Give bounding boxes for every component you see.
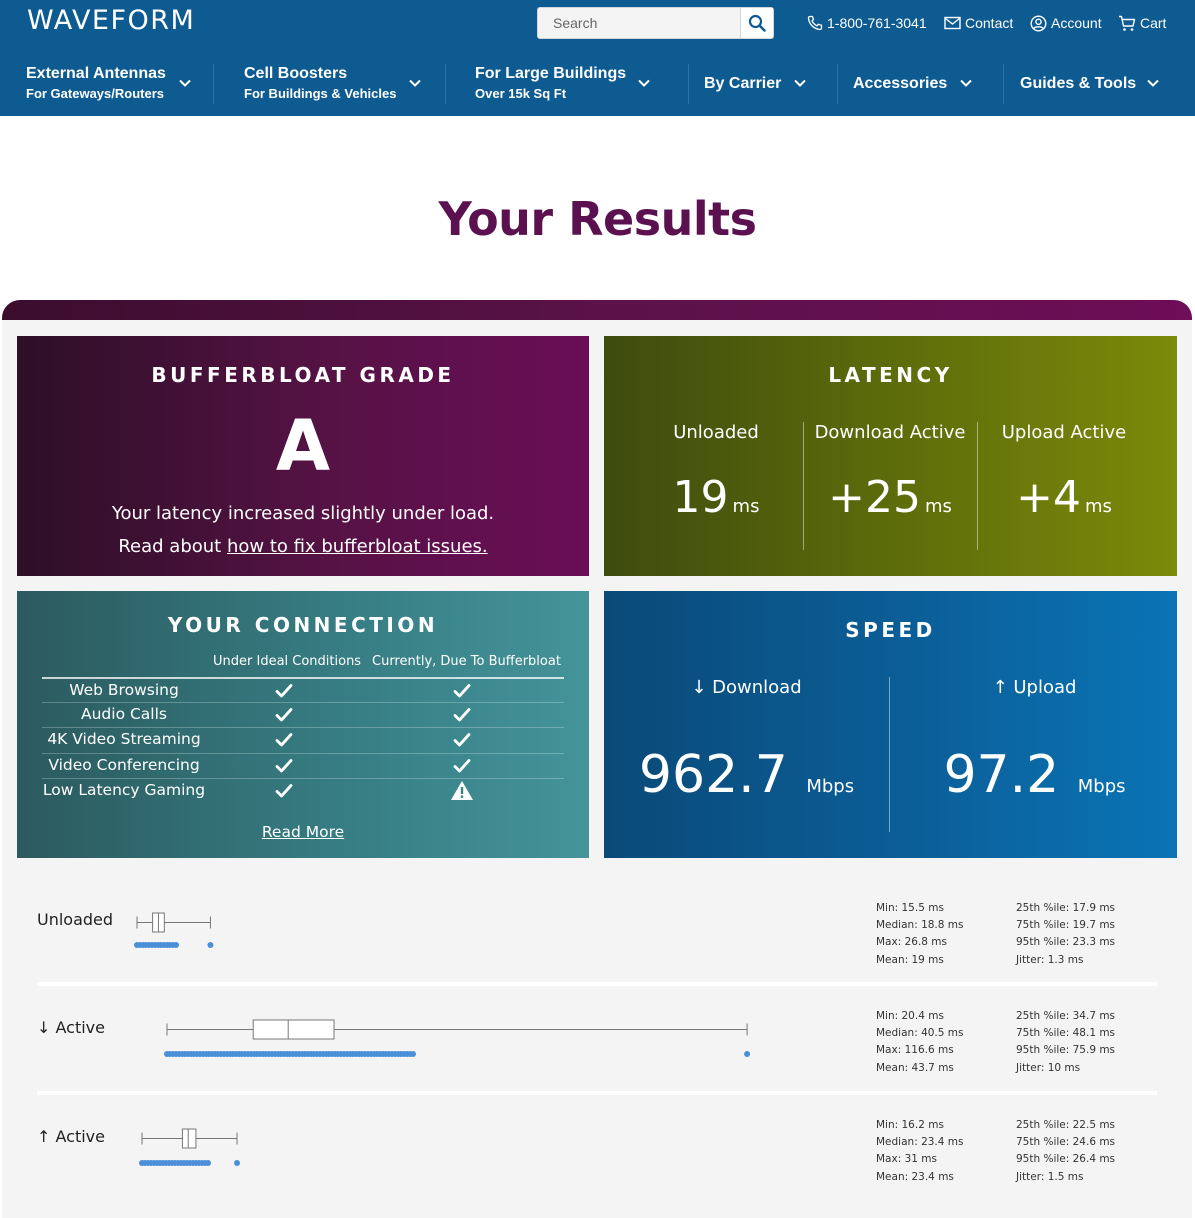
download-label: ↓ Download: [691, 677, 802, 698]
stat-p25: 25th %ile: 22.5 ms: [1016, 1119, 1116, 1131]
stat-p75: 75th %ile: 19.7 ms: [1016, 919, 1116, 932]
warning-icon: [450, 780, 474, 801]
chevron-down-icon: [408, 78, 422, 88]
sample-dot: [205, 1160, 211, 1166]
latency-value-block: [803, 472, 977, 523]
connection-heading: YOUR CONNECTION: [167, 613, 439, 637]
nav-divider: [445, 64, 446, 104]
read-more-link[interactable]: Read More: [261, 823, 345, 841]
chevron-down-icon: [793, 78, 807, 88]
search-icon: [748, 14, 766, 32]
boxplot-unloaded: [37, 898, 737, 958]
col-current-heading: Currently, Due To Bufferbloat: [372, 654, 561, 669]
sample-dot-max: [234, 1160, 240, 1166]
upload-value-block: [892, 745, 1177, 805]
grade-letter: A: [275, 405, 331, 487]
check-icon: [275, 783, 293, 799]
use-case-name: Low Latency Gaming: [42, 780, 206, 799]
upload-value: 97.2: [943, 745, 1060, 805]
latency-download-active: [803, 422, 977, 550]
download-unit: Mbps: [806, 776, 855, 797]
nav-subtitle: Over 15k Sq Ft: [475, 86, 567, 101]
nav-title: External Antennas: [26, 65, 166, 82]
latency-upload-active: [977, 422, 1151, 550]
iqr-box: [182, 1129, 195, 1148]
divider: [37, 1091, 1157, 1095]
table-row: [42, 727, 564, 752]
iqr-box: [253, 1020, 334, 1039]
nav-title: By Carrier: [704, 75, 782, 92]
nav-guides-tools[interactable]: [1020, 74, 1136, 118]
grade-message-block: [17, 497, 589, 563]
latency-label: Unloaded: [673, 422, 759, 443]
nav-divider: [213, 64, 214, 104]
latency-heading: LATENCY: [828, 363, 953, 387]
speed-divider: [889, 677, 890, 832]
latency-value: +25: [828, 472, 921, 523]
stat-median: Median: 40.5 ms: [876, 1027, 964, 1040]
nav-divider: [837, 64, 838, 104]
search-box: [537, 7, 774, 39]
use-case-name: Audio Calls: [81, 705, 167, 724]
chevron-down-icon: [637, 78, 651, 88]
stat-median: Median: 18.8 ms: [876, 919, 964, 932]
latency-value-block: [629, 472, 803, 523]
table-row: [42, 702, 564, 727]
stats-right: [1016, 1117, 1115, 1186]
table-row: [42, 753, 564, 778]
grade-read-line: [17, 530, 589, 563]
stat-median: Median: 23.4 ms: [876, 1136, 964, 1149]
stat-jitter: Jitter: 1.3 ms: [1016, 953, 1084, 966]
speed-download: [604, 677, 889, 805]
table-row: [42, 778, 564, 803]
stat-p95: 95th %ile: 75.9 ms: [1016, 1044, 1116, 1057]
results-top-bar: [2, 300, 1192, 320]
check-icon: [453, 758, 471, 774]
sample-dot: [173, 942, 179, 948]
check-icon: [275, 683, 293, 699]
grade-message: Your latency increased slightly under load.: [111, 503, 495, 524]
stat-max: Max: 26.8 ms: [876, 936, 947, 949]
stat-mean: Mean: 23.4 ms: [876, 1170, 954, 1183]
nav-title: Guides & Tools: [1020, 75, 1137, 92]
stats-left: [876, 1117, 963, 1186]
stat-jitter: Jitter: 10 ms: [1016, 1061, 1081, 1074]
stats-right: [1016, 900, 1115, 969]
bufferbloat-grade-card: [17, 336, 589, 576]
distribution-label: Unloaded: [37, 910, 114, 929]
stat-p95: 95th %ile: 23.3 ms: [1016, 936, 1116, 949]
nav-subtitle: For Buildings & Vehicles: [244, 86, 397, 101]
latency-unit: ms: [732, 496, 760, 517]
distribution-unloaded: [37, 898, 1157, 978]
nav-by-carrier[interactable]: [704, 74, 781, 118]
account-label: Account: [1051, 15, 1102, 31]
check-icon: [453, 683, 471, 699]
latency-value: +4: [1016, 472, 1081, 523]
nav-large-buildings[interactable]: [475, 64, 626, 108]
boxplot-download-active: [37, 1006, 797, 1066]
nav-divider: [1003, 64, 1004, 104]
connection-table: [42, 677, 564, 803]
check-icon: [453, 707, 471, 723]
stat-min: Min: 16.2 ms: [876, 1119, 944, 1131]
page-title: Your Results: [438, 192, 757, 246]
cart-link[interactable]: [1118, 13, 1166, 33]
nav-title: For Large Buildings: [475, 65, 627, 82]
nav-external-antennas[interactable]: [26, 64, 166, 108]
nav-title: Cell Boosters: [244, 65, 348, 82]
stat-p75: 75th %ile: 24.6 ms: [1016, 1136, 1116, 1149]
divider: [37, 982, 1157, 986]
download-value-block: [604, 745, 889, 805]
check-icon: [275, 732, 293, 748]
contact-link[interactable]: [944, 13, 1013, 33]
check-icon: [275, 758, 293, 774]
stat-mean: Mean: 43.7 ms: [876, 1061, 954, 1074]
boxplot-upload-active: [37, 1115, 737, 1175]
stat-max: Max: 31 ms: [876, 1153, 937, 1166]
table-row: [42, 677, 564, 702]
grade-read-prefix: Read about: [118, 536, 227, 557]
chevron-down-icon: [178, 78, 192, 88]
cart-label: Cart: [1140, 15, 1167, 31]
latency-value-block: [977, 472, 1151, 523]
latency-value: 19: [672, 472, 729, 523]
latency-card: [604, 336, 1177, 576]
your-connection-card: [17, 591, 589, 858]
search-input[interactable]: [538, 8, 742, 38]
latency-label: Upload Active: [1001, 422, 1127, 443]
use-case-name: 4K Video Streaming: [47, 730, 201, 749]
latency-unit: ms: [1084, 496, 1112, 517]
use-case-name: Web Browsing: [69, 681, 179, 699]
phone-number: 1-800-761-3041: [827, 15, 927, 31]
sample-dot: [410, 1051, 416, 1057]
distribution-download-active: [37, 1006, 1157, 1086]
upload-label: ↑ Upload: [992, 677, 1077, 698]
fix-bufferbloat-link[interactable]: how to fix bufferbloat issues.: [226, 536, 488, 557]
distribution-label: ↓ Active: [37, 1018, 105, 1037]
results-panel: [2, 300, 1192, 1218]
sample-dot-max: [207, 942, 213, 948]
upload-unit: Mbps: [1077, 776, 1126, 797]
download-value: 962.7: [638, 745, 788, 805]
stat-p75: 75th %ile: 48.1 ms: [1016, 1027, 1116, 1040]
check-icon: [453, 732, 471, 748]
phone-link[interactable]: [807, 13, 927, 33]
stat-jitter: Jitter: 1.5 ms: [1016, 1170, 1084, 1183]
cart-icon: [1118, 15, 1136, 32]
grade-heading: BUFFERBLOAT GRADE: [151, 363, 455, 387]
distribution-label: ↑ Active: [37, 1127, 105, 1146]
nav-subtitle: For Gateways/Routers: [26, 86, 164, 101]
nav-divider: [688, 64, 689, 104]
latency-label: Download Active: [814, 422, 966, 443]
waveform-logo[interactable]: WAVEFORM: [27, 5, 196, 36]
mail-icon: [944, 16, 961, 30]
account-link[interactable]: [1030, 13, 1102, 33]
search-button[interactable]: [740, 8, 773, 38]
latency-unloaded: [629, 422, 803, 550]
stats-left: [876, 1008, 963, 1077]
distribution-upload-active: [37, 1115, 1157, 1195]
sample-dot-max: [744, 1051, 750, 1057]
chevron-down-icon: [959, 78, 973, 88]
nav-accessories[interactable]: [853, 74, 947, 118]
stat-p95: 95th %ile: 26.4 ms: [1016, 1153, 1116, 1166]
chevron-down-icon: [1146, 78, 1160, 88]
speed-heading: SPEED: [845, 618, 936, 642]
speed-upload: [892, 677, 1177, 805]
stat-mean: Mean: 19 ms: [876, 953, 944, 966]
phone-icon: [807, 15, 823, 31]
stat-min: Min: 20.4 ms: [876, 1010, 944, 1022]
account-icon: [1030, 15, 1047, 32]
check-icon: [275, 707, 293, 723]
use-case-name: Video Conferencing: [48, 755, 200, 774]
stat-p25: 25th %ile: 34.7 ms: [1016, 1010, 1116, 1022]
nav-cell-boosters[interactable]: [244, 64, 396, 108]
stats-right: [1016, 1008, 1115, 1077]
col-ideal-heading: Under Ideal Conditions: [213, 654, 362, 669]
nav-title: Accessories: [853, 75, 948, 92]
contact-label: Contact: [965, 15, 1014, 31]
stat-p25: 25th %ile: 17.9 ms: [1016, 902, 1116, 914]
stat-max: Max: 116.6 ms: [876, 1044, 954, 1057]
speed-card: [604, 591, 1177, 858]
stat-min: Min: 15.5 ms: [876, 902, 944, 914]
stats-left: [876, 900, 963, 969]
site-header: [0, 0, 1195, 116]
latency-unit: ms: [924, 496, 952, 517]
